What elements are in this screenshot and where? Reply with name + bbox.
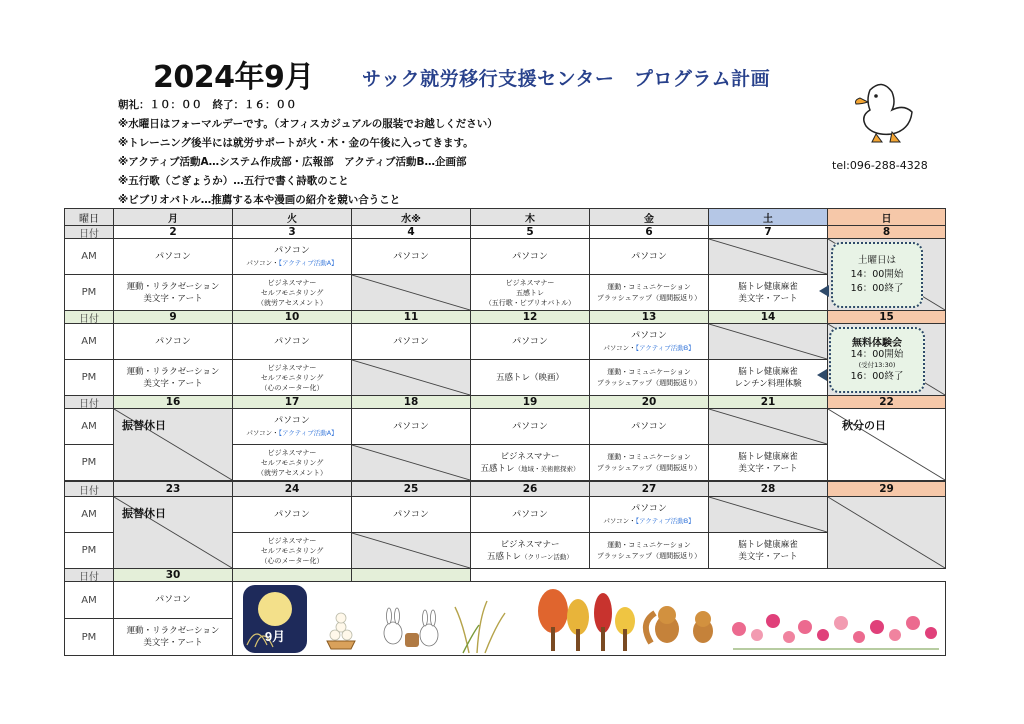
slot-text: ビジネスマナー <box>505 278 555 287</box>
slot-text: ビジネスマナー <box>500 451 560 462</box>
slot-subtext <box>246 427 337 439</box>
slot-text: 運動・コミュニケーション <box>607 282 691 291</box>
slot-text: ビジネスマナー <box>267 278 317 287</box>
am-slot <box>589 238 709 275</box>
bubble-line: 土曜日は <box>857 255 896 266</box>
am-slot <box>589 496 709 533</box>
am-slot <box>589 408 709 445</box>
date-cell: 28 <box>708 481 828 497</box>
slot-text: セルフモニタリング <box>260 373 324 382</box>
slot-text: 運動・コミュニケーション <box>607 367 691 376</box>
empty-slot <box>351 444 471 481</box>
empty-slot <box>708 496 828 533</box>
am-slot <box>113 323 233 360</box>
empty-slot <box>351 359 471 396</box>
slot-text: ビジネスマナー <box>500 539 560 550</box>
slot-text: （心のメーター化） <box>260 556 324 565</box>
slot-text: 運動・リラクゼーション <box>126 366 220 377</box>
weekday-sat: 土 <box>708 208 828 226</box>
empty-slot <box>708 238 828 275</box>
weekday-mon: 月 <box>113 208 233 226</box>
pm-slot <box>470 274 590 311</box>
pm-slot <box>232 444 352 481</box>
empty-slot <box>351 532 471 569</box>
slot-text: パソコン <box>631 421 667 432</box>
slot-subtext-plain: パソコン・ <box>246 258 279 267</box>
slot-subtext <box>603 515 694 527</box>
slot-text: パソコン <box>393 421 429 432</box>
active-activity-tag: 【アクティブ活動B】 <box>635 516 695 525</box>
slot-text: ビジネスマナー <box>267 536 317 545</box>
note-formal-day: ※水曜日はフォーマルデーです。（オフィスカジュアルの服装でお越しください） <box>118 118 498 130</box>
pm-slot <box>232 359 352 396</box>
slot-text: パソコン <box>512 336 548 347</box>
date-cell-sunday: 15 <box>827 310 946 324</box>
slot-text: パソコン <box>631 503 667 514</box>
date-cell: 6 <box>589 225 709 239</box>
am-slot <box>351 408 471 445</box>
pm-slot <box>113 618 233 656</box>
slot-text: パソコン <box>155 251 191 262</box>
slot-text: 運動・リラクゼーション <box>126 281 220 292</box>
note-active: ※アクティブ活動A…システム作成部・広報部 アクティブ活動B…企画部 <box>118 156 467 168</box>
slot-text: 運動・リラクゼーション <box>126 626 220 636</box>
date-cell: 11 <box>351 310 471 324</box>
bubble-line: (受付13:30) <box>858 361 896 369</box>
slot-text: （就労アセスメント） <box>257 468 327 477</box>
dango-icon <box>327 613 355 649</box>
pm-slot <box>708 444 828 481</box>
slot-subtext <box>246 257 337 269</box>
pm-slot <box>470 532 590 569</box>
pm-label: PM <box>64 444 114 481</box>
am-slot <box>232 323 352 360</box>
am-slot <box>232 408 352 445</box>
date-label: 日付 <box>64 395 114 409</box>
cosmos-flower-icon <box>732 614 939 649</box>
rabbit-icon <box>384 608 438 647</box>
am-slot <box>351 496 471 533</box>
am-slot <box>470 238 590 275</box>
slot-note: （地域・美術館探索） <box>514 464 580 473</box>
slot-subtext-plain: パソコン・ <box>603 516 636 525</box>
am-slot <box>232 238 352 275</box>
date-cell: 26 <box>470 481 590 497</box>
slot-text: 脳トレ健康麻雀 <box>738 451 798 462</box>
pm-label: PM <box>64 359 114 396</box>
slot-text: （就労アセスメント） <box>257 298 327 307</box>
slot-text: ブラッシュアップ（週間振返り） <box>596 463 702 472</box>
date-cell: 13 <box>589 310 709 324</box>
slot-text: 脳トレ健康麻雀 <box>738 281 798 292</box>
date-label: 日付 <box>64 568 114 582</box>
date-cell: 18 <box>351 395 471 409</box>
bubble-tail <box>819 285 829 297</box>
squirrel-icon <box>646 606 713 643</box>
bubble-line: 16：00終了 <box>850 371 904 382</box>
holiday-label: 振替休日 <box>122 419 166 432</box>
note-gogyoka: ※五行歌（ごぎょうか）…五行で書く詩歌のこと <box>118 175 349 187</box>
am-slot <box>113 238 233 275</box>
bubble-title: 無料体験会 <box>852 338 902 349</box>
weekday-label: 曜日 <box>64 208 114 226</box>
date-cell: 17 <box>232 395 352 409</box>
am-label: AM <box>64 408 114 445</box>
slot-text: パソコン <box>512 421 548 432</box>
slot-text: （心のメーター化） <box>260 383 324 392</box>
bubble-tail <box>817 369 827 381</box>
slot-text: パソコン <box>631 330 667 341</box>
slot-text: ブラッシュアップ（週間振返り） <box>596 293 702 302</box>
slot-text: パソコン <box>274 509 310 520</box>
am-slot <box>470 496 590 533</box>
slot-text: パソコン <box>393 509 429 520</box>
slot-text: パソコン <box>274 415 310 426</box>
slot-subtext <box>603 342 694 354</box>
am-label: AM <box>64 238 114 275</box>
slot-text: 脳トレ健康麻雀 <box>738 366 798 377</box>
date-label: 日付 <box>64 310 114 324</box>
pm-label: PM <box>64 532 114 569</box>
pm-label: PM <box>64 618 114 656</box>
note-hours: 朝礼：１０：００ 終了：１６：００ <box>118 99 297 111</box>
note-bibliobattle: ※ビブリオバトル…推薦する本や漫画の紹介を競い合うこと <box>118 194 401 206</box>
slot-text: ブラッシュアップ（週間振返り） <box>596 551 702 560</box>
slot-text: セルフモニタリング <box>260 288 324 297</box>
pm-slot <box>589 532 709 569</box>
am-slot <box>351 323 471 360</box>
holiday-slot <box>113 408 233 481</box>
date-cell: 10 <box>232 310 352 324</box>
empty-slot <box>827 496 946 569</box>
slot-text: 五感トレ <box>516 288 544 297</box>
date-cell: 12 <box>470 310 590 324</box>
date-cell: 30 <box>113 568 233 582</box>
slot-text: 運動・コミュニケーション <box>607 452 691 461</box>
slot-text: パソコン <box>512 509 548 520</box>
pm-slot <box>470 359 590 396</box>
pm-slot <box>470 444 590 481</box>
pampas-grass-icon <box>455 601 505 653</box>
date-cell: 21 <box>708 395 828 409</box>
slot-text: ビジネスマナー <box>267 363 317 372</box>
am-slot <box>113 581 233 619</box>
empty-slot <box>351 274 471 311</box>
date-cell: 27 <box>589 481 709 497</box>
bubble-line: 14：00開始 <box>850 349 904 360</box>
date-cell-empty <box>232 568 352 582</box>
bubble-line: 16：00終了 <box>850 283 904 294</box>
am-slot <box>470 408 590 445</box>
slot-text: ビジネスマナー <box>267 448 317 457</box>
am-slot <box>470 323 590 360</box>
slot-text: パソコン <box>155 336 191 347</box>
slot-text: 美文字・アート <box>143 638 203 648</box>
date-cell: 19 <box>470 395 590 409</box>
holiday-slot <box>827 408 946 481</box>
date-cell: 4 <box>351 225 471 239</box>
pm-slot <box>708 274 828 311</box>
date-cell-sunday: 29 <box>827 481 946 497</box>
date-cell: 24 <box>232 481 352 497</box>
slot-text: 脳トレ健康麻雀 <box>738 539 798 550</box>
slot-text: 美文字・アート <box>143 293 203 304</box>
autumn-tree-icon <box>538 589 635 651</box>
pm-slot <box>708 532 828 569</box>
slot-subtext-plain: パソコン・ <box>246 428 279 437</box>
empty-slot <box>708 323 828 360</box>
phone-number: tel:096-288-4328 <box>832 159 928 172</box>
date-cell: 25 <box>351 481 471 497</box>
weekday-thu: 木 <box>470 208 590 226</box>
pm-slot <box>232 532 352 569</box>
date-cell: 16 <box>113 395 233 409</box>
slot-text: パソコン <box>393 336 429 347</box>
pm-slot <box>113 359 233 396</box>
holiday-slot <box>113 496 233 569</box>
slot-text: 美文字・アート <box>143 378 203 389</box>
weekday-tue: 火 <box>232 208 352 226</box>
date-cell-empty <box>351 568 471 582</box>
slot-text: 五感トレ（映画） <box>495 372 564 383</box>
autumn-decoration <box>233 583 945 657</box>
date-cell: 5 <box>470 225 590 239</box>
date-cell: 23 <box>113 481 233 497</box>
slot-text: ブラッシュアップ（週間振返り） <box>596 378 702 387</box>
saturday-hours-bubble <box>831 242 923 308</box>
date-cell: 9 <box>113 310 233 324</box>
weekday-fri: 金 <box>589 208 709 226</box>
date-cell: 7 <box>708 225 828 239</box>
date-cell-sunday: 22 <box>827 395 946 409</box>
holiday-label: 秋分の日 <box>842 419 886 432</box>
page-title: 2024年9月 <box>153 60 314 95</box>
date-label: 日付 <box>64 225 114 239</box>
slot-text: 美文字・アート <box>738 463 798 474</box>
slot-text: 五感トレ <box>480 463 515 474</box>
moon-icon <box>243 585 307 653</box>
bubble-line: 14：00開始 <box>850 269 904 280</box>
weekday-sun: 日 <box>827 208 946 226</box>
date-cell-sunday: 8 <box>827 225 946 239</box>
am-label: AM <box>64 323 114 360</box>
active-activity-tag: 【アクティブ活動B】 <box>635 343 695 352</box>
active-activity-tag: 【アクティブ活動A】 <box>278 428 338 437</box>
slot-text: レンチン料理体験 <box>734 378 802 389</box>
date-cell: 14 <box>708 310 828 324</box>
slot-text: （五行歌・ビブリオバトル） <box>484 298 576 307</box>
pm-slot <box>589 359 709 396</box>
slot-text: パソコン <box>155 595 191 605</box>
pm-slot <box>113 274 233 311</box>
am-label: AM <box>64 581 114 619</box>
slot-text: パソコン <box>512 251 548 262</box>
slot-note: （クリーン活動） <box>521 552 573 561</box>
pm-label: PM <box>64 274 114 311</box>
slot-line <box>487 551 573 563</box>
date-cell: 20 <box>589 395 709 409</box>
slot-text: セルフモニタリング <box>260 458 324 467</box>
moon-label: 9月 <box>264 629 286 644</box>
pm-slot <box>232 274 352 311</box>
slot-text: セルフモニタリング <box>260 546 324 555</box>
slot-text: パソコン <box>274 336 310 347</box>
slot-text: 美文字・アート <box>738 293 798 304</box>
slot-text: パソコン <box>631 251 667 262</box>
am-slot <box>232 496 352 533</box>
pm-slot <box>589 444 709 481</box>
slot-text: パソコン <box>274 245 310 256</box>
active-activity-tag: 【アクティブ活動A】 <box>278 258 338 267</box>
am-label: AM <box>64 496 114 533</box>
center-title: サック就労移行支援センター プログラム計画 <box>362 68 771 90</box>
am-slot <box>351 238 471 275</box>
date-cell: 2 <box>113 225 233 239</box>
empty-slot <box>708 408 828 445</box>
date-cell: 3 <box>232 225 352 239</box>
pm-slot <box>589 274 709 311</box>
slot-text: パソコン <box>393 251 429 262</box>
note-support: ※トレーニング後半には就労サポートが火・木・金の午後に入ってきます。 <box>118 137 474 149</box>
slot-line <box>480 463 579 475</box>
slot-text: 美文字・アート <box>738 551 798 562</box>
trial-session-bubble <box>829 327 925 393</box>
am-slot <box>589 323 709 360</box>
slot-text: 五感トレ <box>487 551 522 562</box>
pm-slot <box>708 359 828 396</box>
date-label: 日付 <box>64 481 114 497</box>
weekday-wed: 水※ <box>351 208 471 226</box>
slot-subtext-plain: パソコン・ <box>603 343 636 352</box>
holiday-label: 振替休日 <box>122 507 166 520</box>
slot-text: 運動・コミュニケーション <box>607 540 691 549</box>
